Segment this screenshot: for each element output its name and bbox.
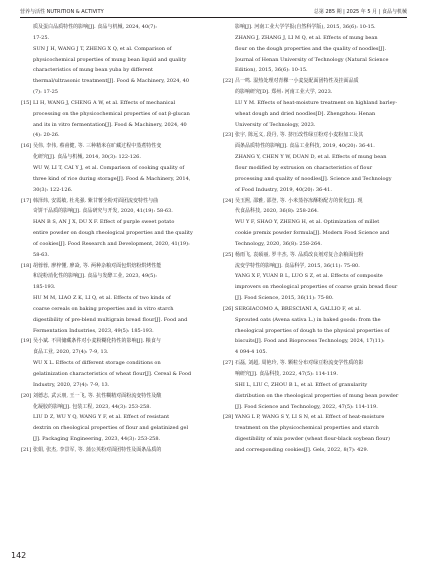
reference-entry [21, 98, 205, 141]
reference-text-line: 58-63. [33, 251, 50, 258]
reference-entry [223, 76, 407, 130]
reference-text-line: 的影响研究[D]. 郑州: 河南工业大学, 2023. [235, 89, 333, 96]
reference-text-line: entire powder on dough rheological properties and the quality [33, 230, 193, 237]
reference-text-line: SUN J H, WANG J T, ZHENG X Q, et al. Comparison of [33, 45, 172, 52]
reference-text-line: LU Y M. Effects of heat-moisture treatment on highland barley- [235, 99, 398, 106]
reference-text-line: YANG L P, WANG S Y, LI S N, et al. Effect of heat-moisture [235, 414, 385, 421]
reference-text-line: [J]. Food Science and Technology, 2022, 47(5): 114-119. [235, 403, 378, 410]
reference-text-line: ZHANG Y, CHEN Y W, DUAN D, et al. Effects of mung bean [235, 154, 387, 161]
reference-number: [20] [21, 392, 32, 399]
reference-text-line: processing on the physicochemical properties of oat β-glucan [33, 110, 190, 117]
reference-entry [223, 304, 407, 358]
reference-text-line: Sprouted oats (Avena sativa L.) in baked goods: from the [235, 316, 381, 323]
reference-text-line: processing and quality of noodles[J]. Science and Technology [235, 175, 392, 182]
reference-number: [26] [223, 305, 234, 312]
reference-text-line: HAN B S, AN J X, DU X F. Effect of purple sweet potato [33, 219, 175, 226]
reference-text-line: coarse cereals on baking properties and in vitro starch [33, 305, 174, 312]
reference-text-line: flour on the dough properties and the quality of noodles[J]. [235, 45, 387, 52]
reference-text-line: ZHANG J, ZHANG J, LI M Q, et al. Effects of mung bean [235, 34, 378, 41]
reference-text-line: distribution on the rheological properties of mung bean powder [235, 392, 399, 399]
reference-text-line: 影响[J]. 河南工业大学学报(自然科学版), 2015, 36(6): 10-15. [235, 24, 376, 30]
reference-text-line: 张娟, 张杰, 李景军, 等. 蒲公英粉对面团特性及面条品质的 [33, 446, 162, 453]
reference-text-line: treatment on the physicochemical properties and starch [235, 425, 379, 432]
reference-text-line: of Food Industry, 2019, 40(20): 36-41. [235, 186, 332, 193]
reference-text-line: 质及蛋白品质特性的影响[J]. 食品与机械, 2024, 40(7): [33, 24, 157, 30]
reference-entry [21, 196, 205, 261]
reference-list-left-column [21, 22, 205, 456]
reference-text-line: 流变学特性的影响[J]. 食品科学, 2015, 36(11): 75-80. [235, 262, 360, 269]
reference-text-line: 吴玉熙, 邵雅, 邵登, 等. 小米蒸谷冻酥粉配方的优化[J]. 现 [235, 197, 363, 204]
reference-number: [24] [223, 197, 234, 204]
reference-text-line: 代食品科技, 2020, 36(8): 258-264. [235, 208, 319, 215]
reference-text-line: 胡蓉蓉, 廖梓懂, 廖焱, 等. 两种杂粮对面包烘焙粉烘烤性能 [33, 262, 162, 269]
reference-text-line: 张宇, 陈远义, 段丹, 等. 挤压改性绿豆粉对小麦粉加工及其 [235, 132, 364, 139]
reference-entry [21, 391, 205, 445]
reference-text-line: rheological properties of dough to the physical properties of [235, 327, 390, 334]
reference-text-line: characteristics of mung bean yuba by different [33, 67, 154, 74]
reference-text-line: 吕一鸣. 湿热处理对青稞一小麦复配面团特性及挂面品质 [235, 78, 359, 85]
reference-text-line: physicochemical properties of mung bean liquid and quality [33, 56, 187, 63]
reference-text-line: gelatinization characteristics of wheat flour[J]. Cereal & Food [33, 371, 192, 377]
reference-entry [21, 336, 205, 390]
reference-text-line: Technology, 2020, 36(8): 258-264. [235, 240, 322, 247]
reference-text-line: LIU D Z, WU Y Q, WANG Y F, et al. Effect of resistant [33, 414, 170, 421]
reference-number: [27] [223, 360, 234, 367]
reference-text-line: WU W, LI T, CAI Y J, et al. Comparison of cooking quality of [33, 164, 185, 171]
header-rule [20, 17, 407, 18]
journal-section-title: 营养与活性 NUTRITION & ACTIVITY [20, 9, 104, 15]
reference-text-line: 刘德志, 武云朋, 王一飞, 等. 抗性糊精对面粉流变特性及酸 [33, 392, 162, 399]
reference-entry [223, 412, 407, 455]
reference-text-line: and corresponding cookies[J]. Gels, 2022, 8(7): 429. [235, 446, 369, 453]
reference-number: [25] [223, 251, 234, 258]
reference-text-line: Fermentation Industries, 2023, 49(5): 185-193. [33, 327, 154, 334]
reference-text-line: thermal/ultrasonic treatment[J]. Food & Machinery, 2024, 40 [33, 78, 190, 85]
reference-text-line: 17-25. [33, 34, 50, 41]
reference-text-line: SHI L, LIU C, ZHOU B L, et al. Effect of granularity [235, 381, 368, 388]
issue-info: 总第 285 期 | 2025 年 5 月 | 食品与机械 [313, 9, 407, 15]
reference-entry [21, 22, 205, 98]
reference-text-line: improvers on rheological properties of coarse grain bread flour [235, 284, 398, 291]
reference-entry [223, 250, 407, 304]
reference-text-line: wheat dough and dried noodles[D]. Zhengzhou: Henan [235, 110, 376, 117]
reference-text-line: flour modified by extrusion on characteristics of flour [235, 164, 373, 171]
reference-number: [23] [223, 132, 234, 139]
running-header [20, 7, 407, 17]
reference-text-line: LI H, WANG J, CHENG A W, et al. Effects of mechanical [33, 99, 176, 106]
reference-number: [18] [21, 262, 32, 269]
reference-entry [21, 261, 205, 337]
reference-entry [223, 196, 407, 250]
reference-text-line: YANG X F, YUAN B L, LUO S Z, et al. Effects of composite [235, 273, 383, 280]
reference-text-line: (7): 17-25 [33, 89, 58, 96]
reference-entry [223, 130, 407, 195]
reference-text-line: WU X L. Effects of different storage conditions on [33, 360, 161, 367]
reference-entry [223, 22, 407, 76]
reference-entry [21, 141, 205, 195]
reference-text-line: 杨雨飞, 袁硕丽, 罗丰杰, 等. 品质改良剂对复合杂粮面包粉 [235, 251, 364, 258]
reference-text-line: 化凝胶的影响[J]. 包装工程, 2023, 44(3): 253-258. [33, 403, 152, 410]
reference-text-line: dextrin on rheological properties of flour and gelatinized gel [33, 425, 189, 432]
reference-text-line: 响研究[J]. 食品科技, 2022, 47(5): 114-119. [235, 371, 338, 377]
reference-text-line: of cookies[J]. Food Research and Development, 2020, 41(19): [33, 240, 190, 247]
reference-number: [15] [21, 99, 32, 106]
reference-number: [19] [21, 338, 32, 345]
reference-text-line: 韩泽炜, 安霞敏, 杜兆强. 紫甘薯全粉对面团流变特性与曲 [33, 197, 159, 204]
reference-text-line: SERGIACOMO A, BRESCIANI A, GALLIO F, et al. [235, 305, 361, 312]
reference-text-line: Edition), 2015, 36(6): 10-15. [235, 67, 308, 74]
reference-list-right-column [223, 22, 407, 456]
reference-text-line: 185-193. [33, 284, 56, 291]
reference-entry [223, 358, 407, 412]
reference-text-line: 30(3): 122-126. [33, 186, 73, 193]
reference-number: [22] [223, 78, 234, 85]
reference-text-line: 食品工业, 2020, 27(4): 7-9, 13. [33, 349, 109, 356]
reference-number: [16] [21, 143, 32, 150]
reference-text-line: 4 094-4 105. [235, 349, 268, 356]
reference-text-line: digestibility of mix powder (wheat flour-black soybean flour) [235, 436, 390, 443]
reference-text-line: cookie premix powder formula[J]. Modern Food Science and [235, 230, 390, 237]
reference-text-line: Industry, 2020, 27(4): 7-9, 13. [33, 381, 110, 388]
reference-number: [21] [21, 446, 32, 453]
page-number: 142 [11, 551, 27, 560]
reference-text-line: HU M M, LIAO Z K, LI Q, et al. Effects of two kinds of [33, 295, 171, 302]
reference-text-line: Journal of Henan University of Technology (Natural Science [235, 56, 389, 63]
reference-text-line: 化研究[J]. 食品与机械, 2014, 30(3): 122-126. [33, 154, 141, 161]
reference-text-line: and its in vitro fermentation[J]. Food & Machinery, 2024, 40 [33, 121, 187, 128]
reference-text-line: three kind of rice during storage[J]. Food & Machinery, 2014, [33, 175, 191, 182]
reference-text-line: 和淀粉消化性的影响[J]. 食品与发酵工业, 2023, 49(5): [33, 273, 157, 280]
reference-text-line: digestibility of pre-blend multigrain bread flour[J]. Food and [33, 316, 188, 323]
reference-text-line: University of Technology, 2023. [235, 121, 316, 128]
reference-text-line: (4): 20-26. [33, 132, 60, 139]
reference-number: [28] [223, 414, 234, 421]
reference-number: [17] [21, 197, 32, 204]
reference-text-line: 面条品质特性的影响[J]. 食品工业科技, 2019, 40(20): 36-41. [235, 143, 375, 150]
reference-text-line: biscuits[J]. Food and Bioprocess Technology, 2024, 17(11): [235, 338, 385, 345]
reference-text-line: [J]. Food Science, 2015, 36(11): 75-80. [235, 295, 334, 302]
reference-entry [21, 445, 205, 456]
reference-text-line: 吴伟, 李伟, 蔡甫健, 等. 三种精米在旷藏过程中蒸煮特性变 [33, 143, 162, 150]
reference-text-line: 吴小斌. 不同储藏条件对小麦粉糊化特性的影响[J]. 粮食与 [33, 338, 161, 345]
reference-text-line: [J]. Packaging Engineering, 2023, 44(3): 253-258. [33, 436, 161, 443]
reference-text-line: 奇饼干品质的影响[J]. 食品研究与开发, 2020, 41(19): 58-63. [33, 208, 173, 215]
reference-text-line: 石磊, 刘超, 周艳玲, 等. 颗粒分布对绿豆粉流变学性质的影 [235, 360, 364, 367]
reference-text-line: WU Y F, SHAO Y, ZHENG H, et al. Optimization of millet [235, 219, 380, 226]
